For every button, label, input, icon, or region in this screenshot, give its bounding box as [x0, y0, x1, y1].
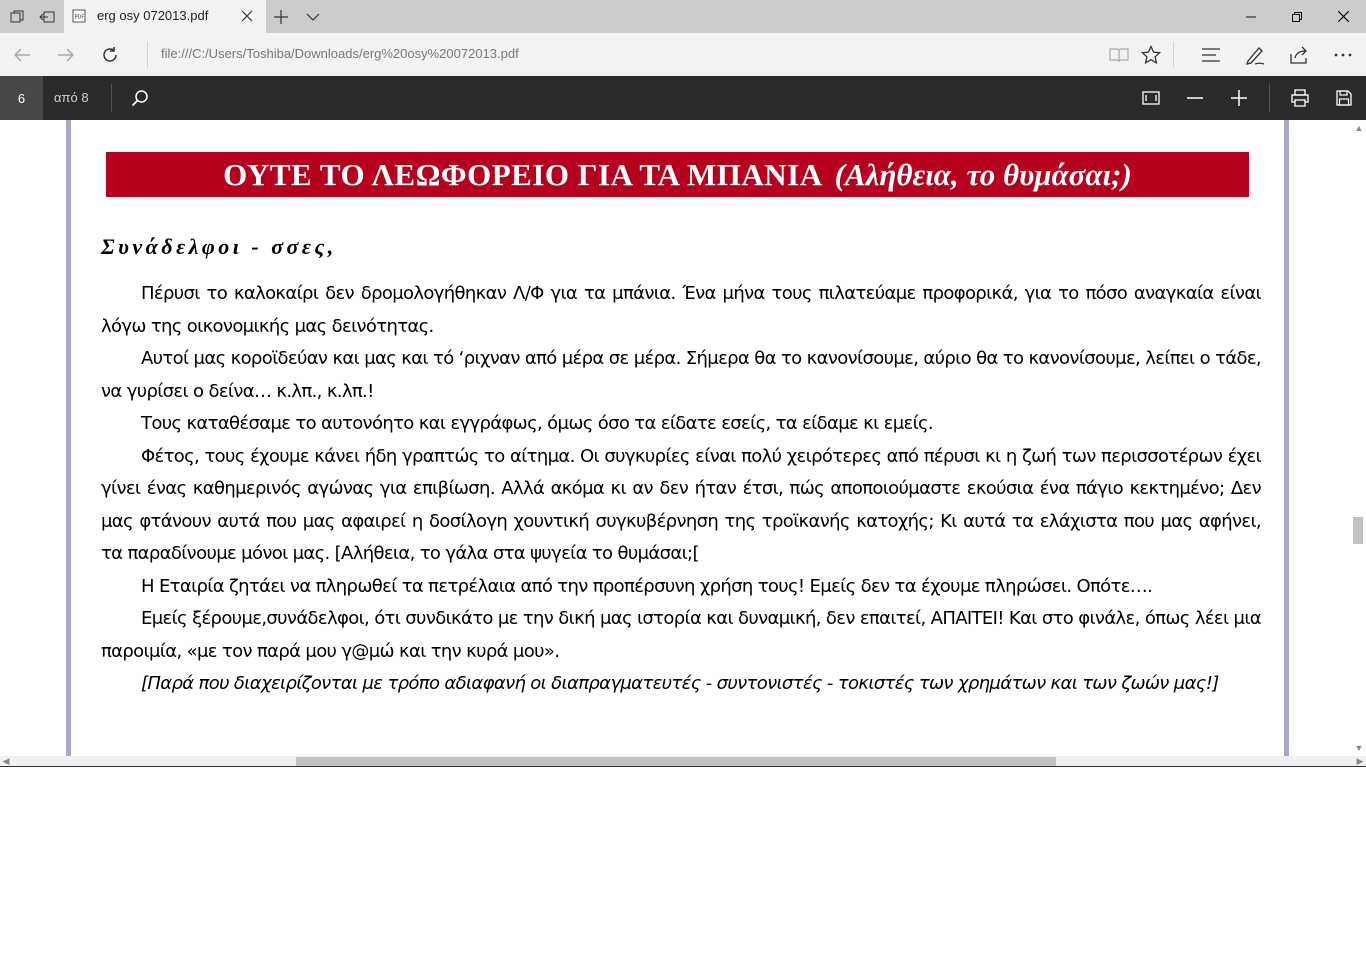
pdf-file-icon [72, 9, 86, 23]
headline-banner [106, 152, 1249, 197]
viewport-bottom-edge [0, 766, 1366, 767]
svg-text:PDF: PDF [74, 14, 85, 21]
greeting: Συνάδελφοι - σσες, [101, 234, 337, 259]
fit-page-icon[interactable] [1129, 76, 1173, 120]
tab-bar [0, 0, 1366, 33]
vertical-scrollbar-thumb[interactable] [1353, 517, 1363, 544]
article-body [101, 278, 1261, 701]
address-separator [147, 42, 148, 68]
restore-icon[interactable] [1274, 0, 1320, 33]
scroll-right-icon[interactable]: ▶ [1356, 756, 1364, 766]
horizontal-scrollbar-thumb[interactable] [296, 757, 1056, 766]
hub-icon[interactable] [1189, 33, 1233, 76]
plus-icon[interactable] [1217, 76, 1261, 120]
minimize-icon[interactable] [1228, 0, 1274, 33]
scroll-left-icon[interactable]: ◀ [2, 756, 10, 766]
paragraph: Φέτος, τους έχουμε κάνει ήδη γραπτώς το αίτημα. Οι συγκυρίες είναι πολύ χειρότερες από πέρυσι κι η ζωή των περισσοτέρων έχει γίνει ένας καθημερινός αγώνας για επιβίωση. Αλλά ακόμα κι αν δεν ήταν έτσι, πώς αποποιούμαστε εκούσια ένα πάγιο κεκτημένο; Δεν μας φτάνουν αυτά που μας αφαιρεί η δοσίλογη χουντική συγκυβέρνηση της τροϊκανής κατοχής; Κι αυτά τα ελάχιστα που μας αφήνει, τα παραδίνουμε μόνοι μας. [Αλήθεια, το γάλα στα ψυγεία το θυμάσαι;[ [101, 445, 1261, 564]
window-close-icon[interactable] [1320, 0, 1366, 33]
scroll-down-icon[interactable]: ▼ [1354, 743, 1364, 753]
forward-arrow-icon[interactable] [44, 33, 88, 76]
pdf-toolbar [0, 76, 1366, 120]
set-aside-icon[interactable] [32, 0, 62, 33]
tabs-icon[interactable] [2, 0, 32, 33]
chevron-down-icon[interactable] [298, 0, 328, 33]
more-icon[interactable] [1321, 33, 1365, 76]
toolbar-separator-2 [1269, 84, 1270, 112]
headline-title: ΟΥΤΕ ΤΟ ΛΕΩΦΟΡΕΙΟ ΓΙΑ ΤΑ ΜΠΑΝΙΑ [223, 156, 823, 192]
page-border-right [1284, 120, 1289, 756]
page-number-input[interactable]: 6 [0, 76, 43, 120]
refresh-icon[interactable] [88, 33, 132, 76]
back-arrow-icon[interactable] [0, 33, 44, 76]
plus-icon[interactable] [266, 0, 296, 33]
paragraph: Πέρυσι το καλοκαίρι δεν δρομολογήθηκαν Λ/Φ για τα μπάνια. Ένα μήνα τους πιλατεύαμε προφορικά, για το πόσο αναγκαία είναι λόγω της οικονομικής μας δεινότητας. [101, 283, 1261, 337]
url-field[interactable]: file:///C:/Users/Toshiba/Downloads/erg%20osy%20072013.pdf [161, 46, 519, 61]
save-icon[interactable] [1322, 76, 1366, 120]
close-icon[interactable] [236, 6, 258, 26]
page-count: από 8 [54, 90, 89, 105]
print-icon[interactable] [1278, 76, 1322, 120]
tab-title: erg osy 072013.pdf [97, 8, 209, 23]
italic-paragraph: [Παρά που διαχειρίζονται με τρόπο αδιαφανή οι διαπραγματευτές - συντονιστές - τοκιστές των χρημάτων και των ζωών μας!] [141, 673, 1219, 694]
paragraph: Τους καταθέσαμε το αυτονόητο και εγγράφως, όμως όσο τα είδατε εσείς, τα είδαμε κι εμείς. [141, 413, 934, 434]
search-icon[interactable] [118, 76, 162, 120]
paragraph: Αυτοί μας κοροϊδεύαν και μας και τό ‘ριχναν από μέρα σε μέρα. Σήμερα θα το κανονίσουμε, αύριο θα το κανονίσουμε, λείπει ο τάδε, να γυρίσει ο δείνα… κ.λπ., κ.λπ.! [101, 348, 1261, 402]
address-separator-2 [1173, 42, 1174, 68]
toolbar-separator [111, 84, 112, 112]
paragraph: Εμείς ξέρουμε,συνάδελφοι, ότι συνδικάτο με την δική μας ιστορία και δυναμική, δεν επαιτεί, ΑΠΑΙΤΕΙ! Και στο φινάλε, όπως λέει μια παροιμία, «με τον παρά μου γ@μώ και την κυρά μου». [101, 608, 1261, 662]
page-border-left [66, 120, 71, 756]
pen-icon[interactable] [1233, 33, 1277, 76]
pdf-viewport[interactable] [0, 120, 1366, 767]
minus-icon[interactable] [1173, 76, 1217, 120]
headline-subtitle: (Αλήθεια, το θυμάσαι;) [834, 156, 1132, 192]
paragraph: Η Εταιρία ζητάει να πληρωθεί τα πετρέλαια από την προπέρσυνη χρήση τους! Εμείς δεν τα έχουμε πληρώσει. Οπότε…. [141, 575, 1153, 597]
share-icon[interactable] [1277, 33, 1321, 76]
scroll-up-icon[interactable]: ▲ [1354, 123, 1364, 133]
tab-pdf[interactable] [64, 0, 266, 33]
address-bar [0, 33, 1366, 76]
star-icon[interactable] [1129, 33, 1173, 76]
